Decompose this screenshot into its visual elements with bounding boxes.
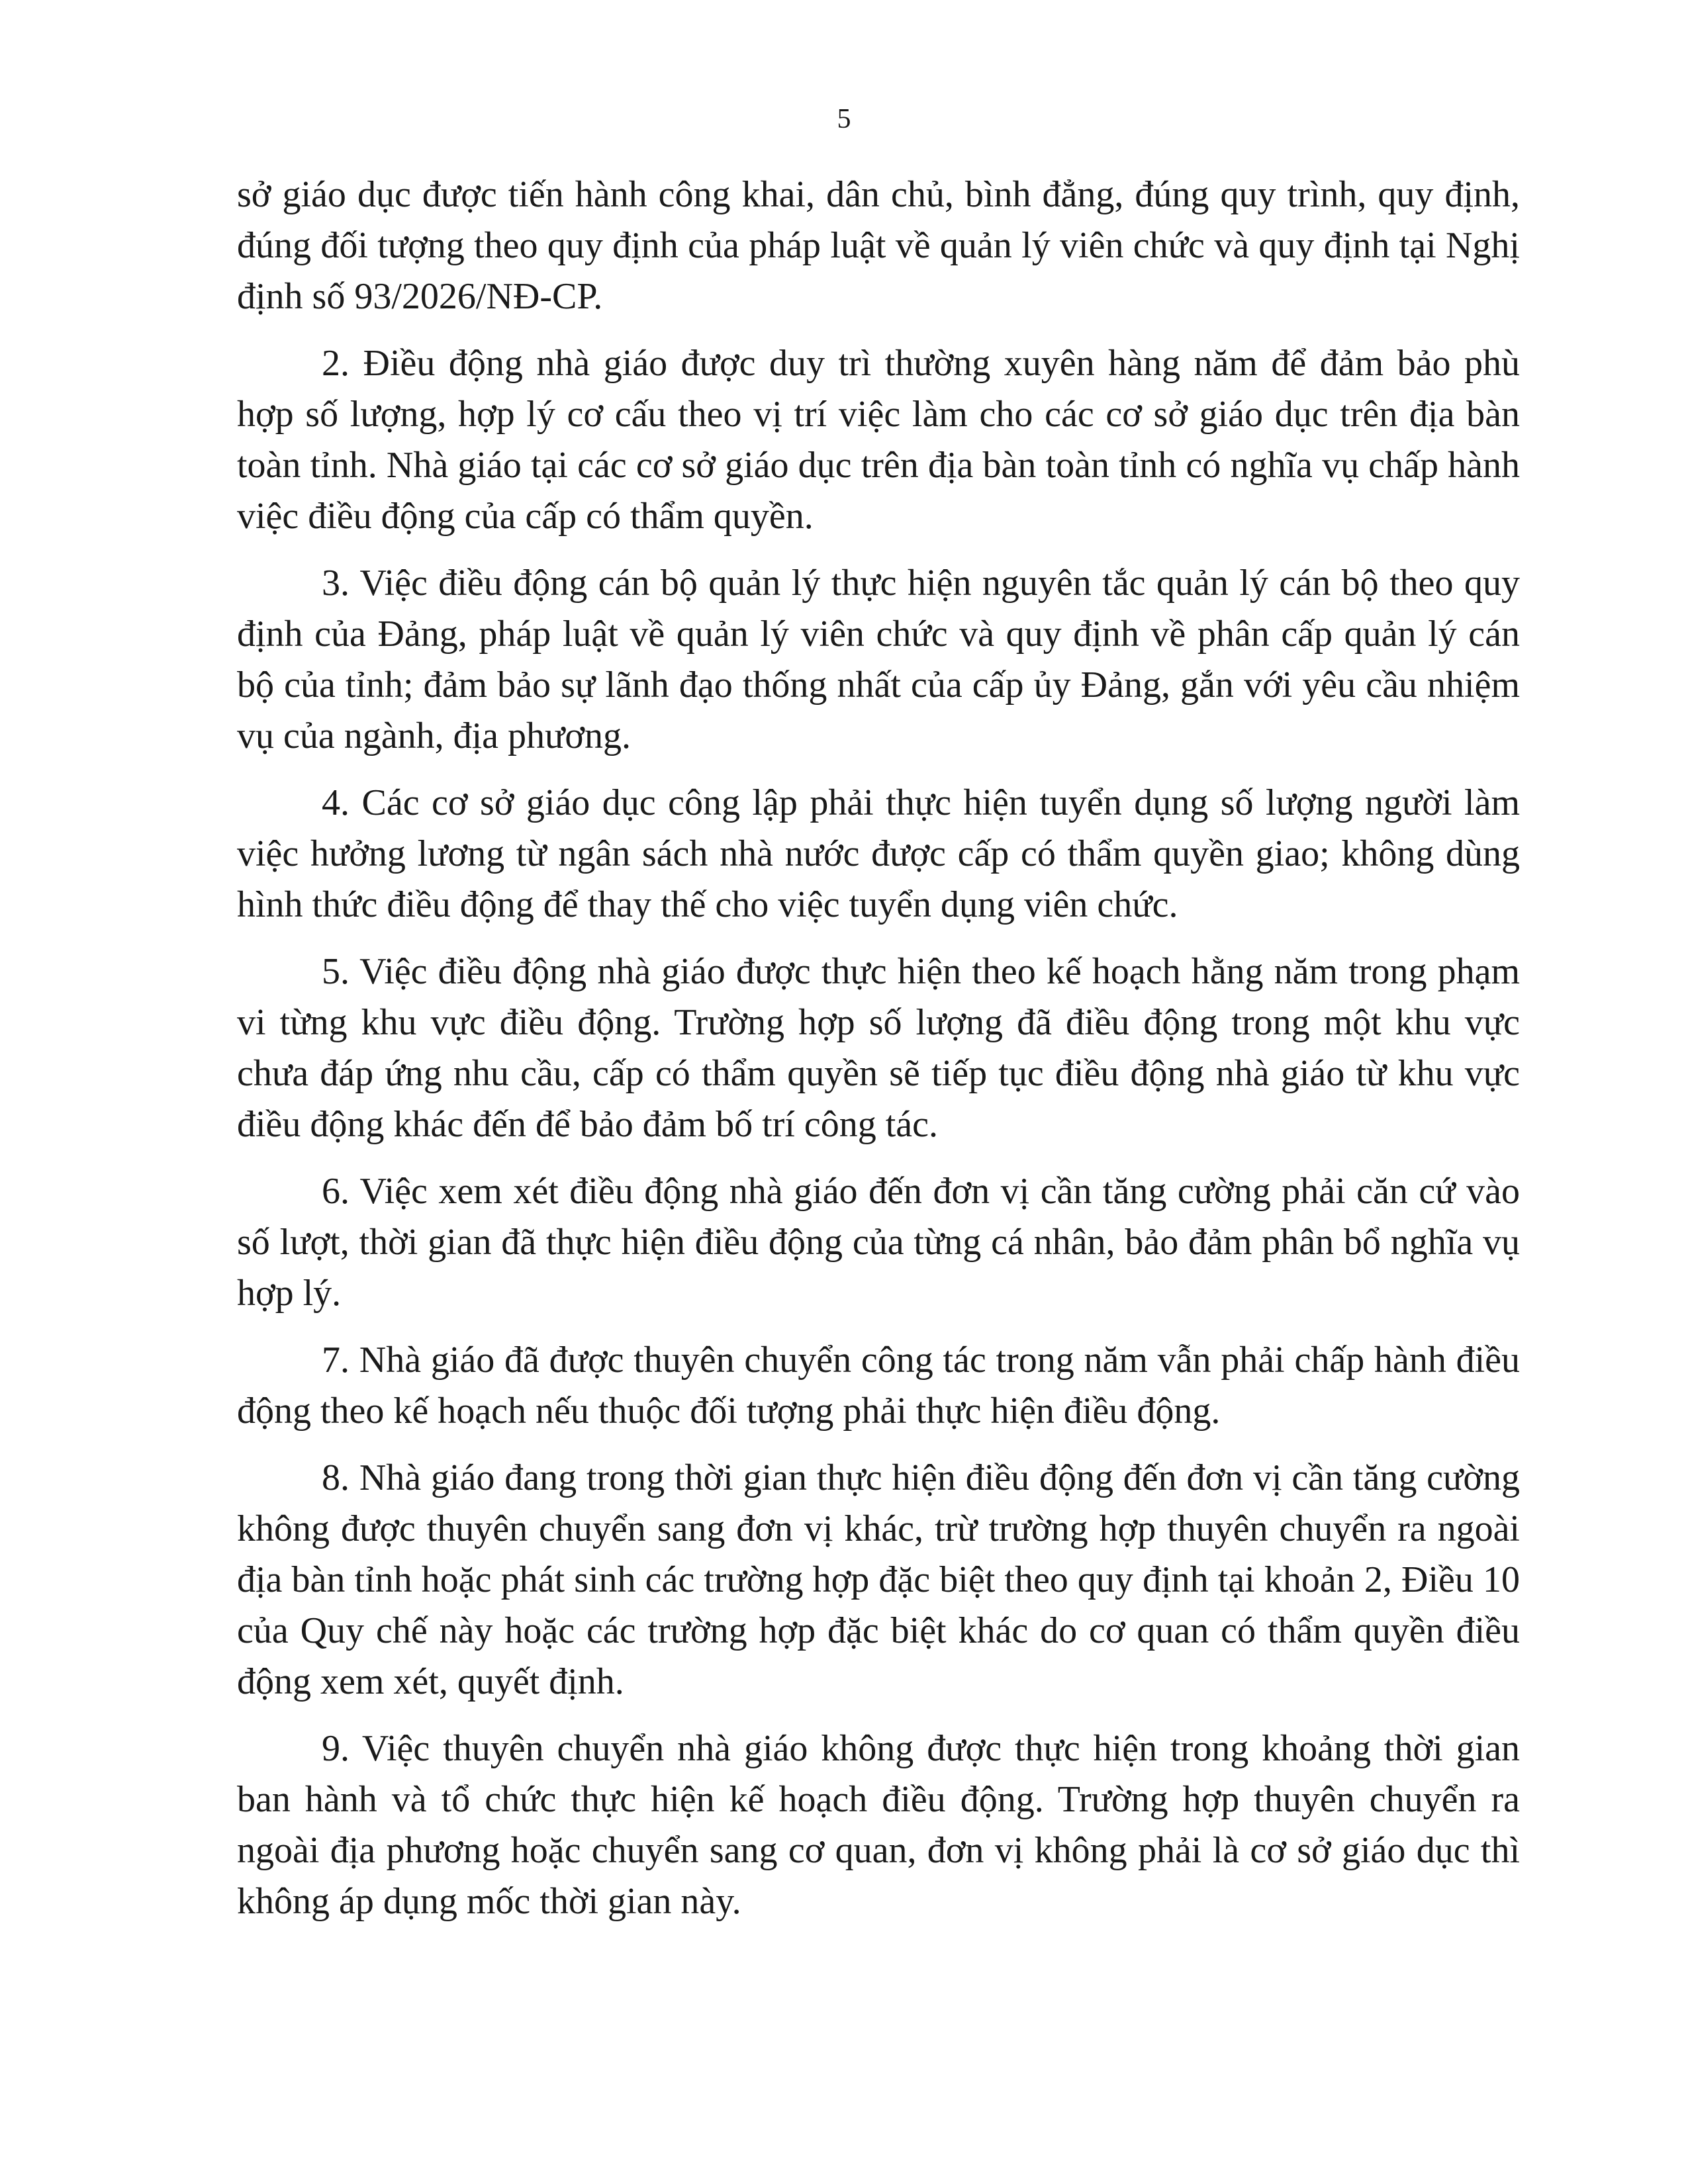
paragraph-9: 9. Việc thuyên chuyển nhà giáo không được thực hiện trong khoảng thời gian ban hành và tổ chức thực hiện kế hoạch điều động. Trường hợp thuyên chuyển ra ngoài địa phương hoặc chuyển sang cơ quan, đơn vị không phải là cơ sở giáo dục thì không áp dụng mốc thời gian này.	[237, 1728, 1520, 1922]
paragraph-8: 8. Nhà giáo đang trong thời gian thực hiện điều động đến đơn vị cần tăng cường không được thuyên chuyển sang đơn vị khác, trừ trường hợp thuyên chuyển ra ngoài địa bàn tỉnh hoặc phát sinh các trường hợp đặc biệt theo quy định tại khoản 2, Điều 10 của Quy chế này hoặc các trường hợp đặc biệt khác do cơ quan có thẩm quyền điều động xem xét, quyết định.	[237, 1457, 1520, 1702]
paragraph-2: 2. Điều động nhà giáo được duy trì thường xuyên hàng năm để đảm bảo phù hợp số lượng, hợp lý cơ cấu theo vị trí việc làm cho các cơ sở giáo dục trên địa bàn toàn tỉnh. Nhà giáo tại các cơ sở giáo dục trên địa bàn toàn tỉnh có nghĩa vụ chấp hành việc điều động của cấp có thẩm quyền.	[237, 343, 1520, 537]
paragraph-6: 6. Việc xem xét điều động nhà giáo đến đơn vị cần tăng cường phải căn cứ vào số lượt, thời gian đã thực hiện điều động của từng cá nhân, bảo đảm phân bổ nghĩa vụ hợp lý.	[237, 1171, 1520, 1314]
paragraph-7: 7. Nhà giáo đã được thuyên chuyển công tác trong năm vẫn phải chấp hành điều động theo kế hoạch nếu thuộc đối tượng phải thực hiện điều động.	[237, 1340, 1520, 1432]
paragraph-continuation: sở giáo dục được tiến hành công khai, dân chủ, bình đẳng, đúng quy trình, quy định, đúng đối tượng theo quy định của pháp luật về quản lý viên chức và quy định tại Nghị định số 93/2026/NĐ-CP.	[237, 174, 1520, 317]
paragraph-3: 3. Việc điều động cán bộ quản lý thực hiện nguyên tắc quản lý cán bộ theo quy định của Đảng, pháp luật về quản lý viên chức và quy định về phân cấp quản lý cán bộ của tỉnh; đảm bảo sự lãnh đạo thống nhất của cấp ủy Đảng, gắn với yêu cầu nhiệm vụ của ngành, địa phương.	[237, 563, 1520, 756]
document-body	[237, 169, 1520, 1927]
paragraph-5: 5. Việc điều động nhà giáo được thực hiện theo kế hoạch hằng năm trong phạm vi từng khu vực điều động. Trường hợp số lượng đã điều động trong một khu vực chưa đáp ứng nhu cầu, cấp có thẩm quyền sẽ tiếp tục điều động nhà giáo từ khu vực điều động khác đến để bảo đảm bố trí công tác.	[237, 951, 1520, 1145]
paragraph-4: 4. Các cơ sở giáo dục công lập phải thực hiện tuyển dụng số lượng người làm việc hưởng lương từ ngân sách nhà nước được cấp có thẩm quyền giao; không dùng hình thức điều động để thay thế cho việc tuyển dụng viên chức.	[237, 782, 1520, 925]
page-number: 5	[837, 104, 851, 134]
